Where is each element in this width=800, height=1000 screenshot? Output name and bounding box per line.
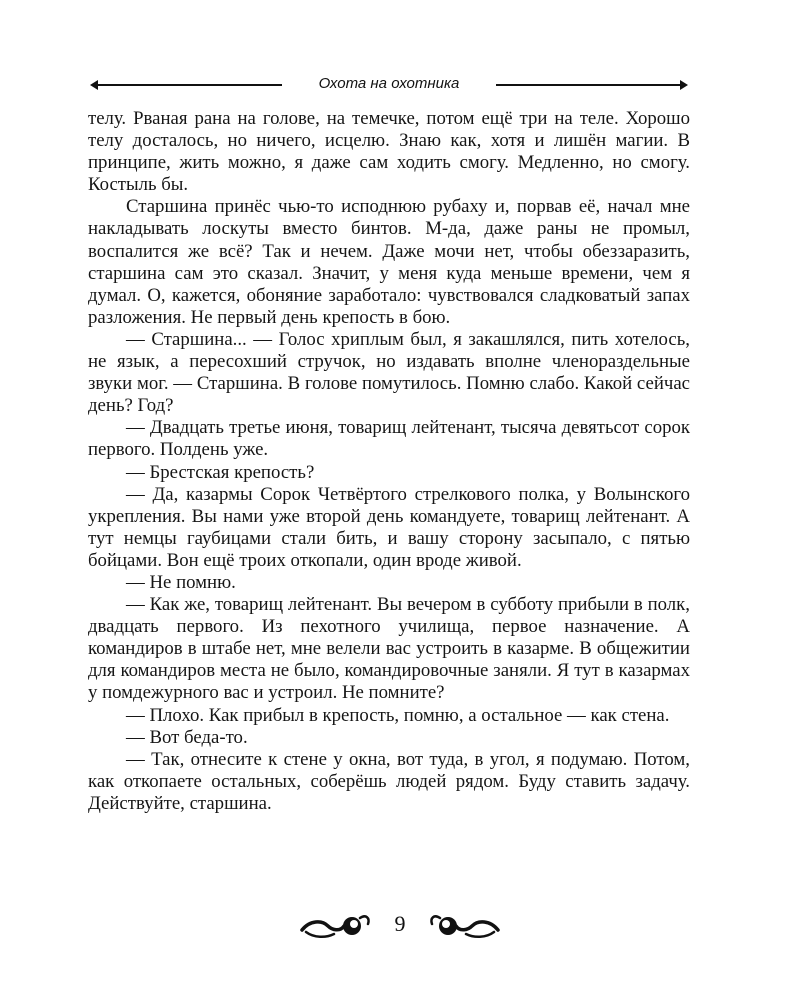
paragraph: — Старшина... — Голос хриплым был, я закашлялся, пить хотелось, не язык, а пересохший стручок, но издавать вполне членораздельные звуки мог. — Старшина. В голове помутилось. Помню слабо. Какой сейчас день? Год?: [88, 328, 690, 417]
paragraph: — Да, казармы Сорок Четвёртого стрелкового полка, у Волынского укрепления. Вы нами уже второй день командуете, товарищ лейтенант. А тут немцы гаубицами стали бить, и вашу сторону засыпало, с пятью бойцами. Вон ещё троих откопали, один вроде живой.: [88, 483, 690, 571]
page-footer: [300, 908, 500, 948]
book-title: Охота на охотника: [318, 75, 460, 92]
paragraph: — Брестская крепость?: [126, 461, 315, 483]
paragraph: телу. Рваная рана на голове, на темечке, потом ещё три на теле. Хорошо телу досталось, но ничего, исцелю. Знаю как, хотя и лишён магии. В принципе, жить можно, я даже сам ходить смогу. Медленно, но смогу. Костыль бы.: [88, 108, 690, 196]
paragraph: — Плохо. Как прибыл в крепость, помню, а остальное — как стена.: [126, 704, 670, 726]
paragraph: — Вот беда-то.: [126, 726, 248, 748]
paragraph: — Так, отнесите к стене у окна, вот туда, в угол, я подумаю. Потом, как откопаете остальных, соберёшь людей рядом. Буду ставить задачу. Действуйте, старшина.: [88, 748, 690, 814]
body-text: [88, 108, 690, 815]
page-number: 9: [394, 911, 406, 936]
running-header: [90, 72, 688, 98]
paragraph: — Как же, товарищ лейтенант. Вы вечером в субботу прибыли в полк, двадцать первого. Из пехотного училища, первое назначение. А командиров в штабе нет, мне велели вас устроить в казарме. В общежитии для командиров места не было, командировочные заняли. Я тут в казармах у помдежурного вас и устроил. Не помните?: [88, 594, 690, 704]
paragraph: — Двадцать третье июня, товарищ лейтенант, тысяча девятьсот сорок первого. Полдень уже.: [88, 417, 690, 461]
paragraph: Старшина принёс чью-то исподнюю рубаху и, порвав её, начал мне накладывать лоскуты вместо бинтов. М-да, даже раны не промыл, воспалится же всё? Так и нечем. Даже мочи нет, чтобы обеззаразить, старшина сам это сказал. Значит, у меня куда меньше времени, чем я думал. О, кажется, обоняние заработало: чувствовался сладковатый запах разложения. Не первый день крепость в бою.: [88, 196, 690, 328]
paragraph: — Не помню.: [126, 571, 236, 593]
ornament-right-icon: [428, 912, 500, 940]
